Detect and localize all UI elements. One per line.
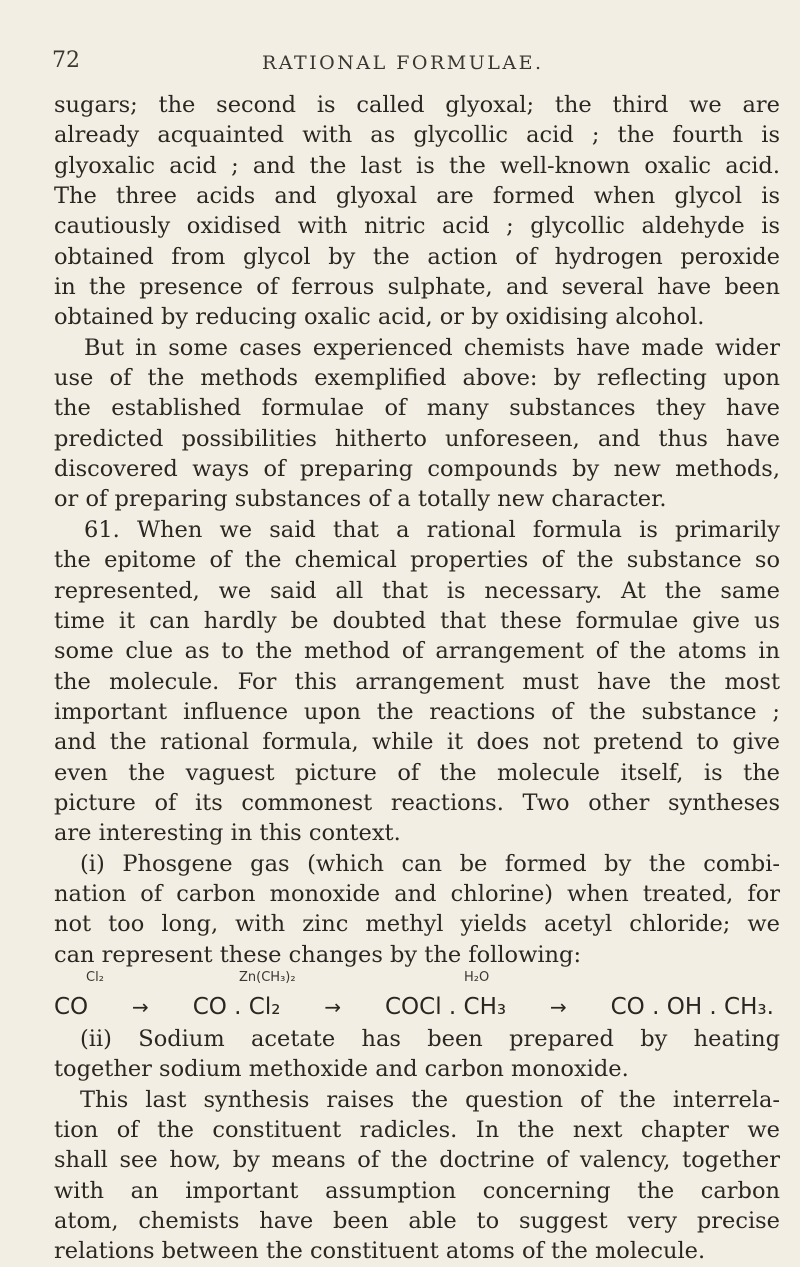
- equation-term: CO: [54, 993, 89, 1020]
- text-line: discovered ways of preparing compounds by new methods,: [54, 456, 780, 483]
- text-line: and the rational formula, while it does not pretend to give: [54, 729, 780, 756]
- section-61-start: 61. When we said that a rational formula is primarily: [84, 516, 780, 543]
- page-header: [52, 48, 760, 80]
- text-line: not too long, with zinc methyl yields acetyl chloride; we: [54, 911, 780, 938]
- arrow-icon: →: [324, 994, 342, 1019]
- text-line: the molecule. For this arrangement must have the most: [54, 668, 780, 695]
- equation-reagents: [54, 970, 780, 990]
- text-line: shall see how, by means of the doctrine of valency, together: [54, 1147, 780, 1174]
- arrow-icon: →: [549, 994, 567, 1019]
- text-line: represented, we said all that is necessary. At the same: [54, 577, 780, 604]
- reagent-water: H₂O: [464, 969, 490, 985]
- equation-term: CO . Cl₂: [192, 993, 281, 1020]
- reagent-zinc-methyl: Zn(CH₃)₂: [239, 969, 296, 985]
- text-line: or of preparing substances of a totally new character.: [54, 486, 667, 513]
- reagent-chlorine: Cl₂: [86, 969, 104, 985]
- reaction-equation: [54, 990, 780, 1024]
- equation-term: CO . OH . CH₃.: [610, 993, 774, 1020]
- running-title: RATIONAL FORMULAE.: [262, 52, 544, 74]
- text-line: The three acids and glyoxal are formed when glycol is: [54, 183, 780, 210]
- text-line: atom, chemists have been able to suggest very precise: [54, 1208, 780, 1235]
- text-line: together sodium methoxide and carbon monoxide.: [54, 1056, 629, 1083]
- text-line: the epitome of the chemical properties of the substance so: [54, 547, 780, 574]
- body-text: [54, 90, 780, 1267]
- text-line: use of the methods exemplified above: by reflecting upon: [54, 365, 780, 392]
- text-line: with an important assumption concerning the carbon: [54, 1177, 780, 1204]
- text-line: predicted possibilities hitherto unforeseen, and thus have: [54, 425, 780, 452]
- text-line: can represent these changes by the following:: [54, 941, 582, 968]
- text-line: are interesting in this context.: [54, 820, 401, 847]
- text-line: nation of carbon monoxide and chlorine) when treated, for: [54, 880, 780, 907]
- text-line: sugars; the second is called glyoxal; the third we are: [54, 92, 780, 118]
- text-line: (i) Phosgene gas (which can be formed by the combi-: [80, 850, 780, 877]
- text-line: some clue as to the method of arrangement of the atoms in: [54, 638, 780, 665]
- text-line: important influence upon the reactions of the substance ;: [54, 698, 780, 725]
- equation-term: COCl . CH₃: [384, 993, 507, 1020]
- page-number: 72: [52, 48, 80, 73]
- text-line: glyoxalic acid ; and the last is the well-known oxalic acid.: [54, 152, 780, 179]
- text-line: This last synthesis raises the question of the interrela-: [80, 1086, 780, 1113]
- text-line: tion of the constituent radicles. In the next chapter we: [54, 1117, 780, 1143]
- text-line: obtained by reducing oxalic acid, or by oxidising alcohol.: [54, 304, 705, 331]
- arrow-icon: →: [132, 994, 149, 1019]
- text-line: obtained from glycol by the action of hydrogen peroxide: [54, 243, 780, 270]
- text-line: But in some cases experienced chemists have made wider: [84, 334, 780, 361]
- text-line: already acquainted with as glycollic acid ; the fourth is: [54, 122, 780, 149]
- text-line: in the presence of ferrous sulphate, and several have been: [54, 274, 780, 301]
- text-line: (ii) Sodium acetate has been prepared by heating: [80, 1025, 780, 1052]
- text-line: even the vaguest picture of the molecule itself, is the: [54, 759, 780, 786]
- text-line: cautiously oxidised with nitric acid ; glycollic aldehyde is: [54, 213, 780, 240]
- text-line: picture of its commonest reactions. Two other syntheses: [54, 789, 780, 816]
- text-line: relations between the constituent atoms of the molecule.: [54, 1238, 706, 1265]
- text-line: the established formulae of many substances they have: [54, 395, 780, 422]
- text-line: time it can hardly be doubted that these formulae give us: [54, 607, 780, 634]
